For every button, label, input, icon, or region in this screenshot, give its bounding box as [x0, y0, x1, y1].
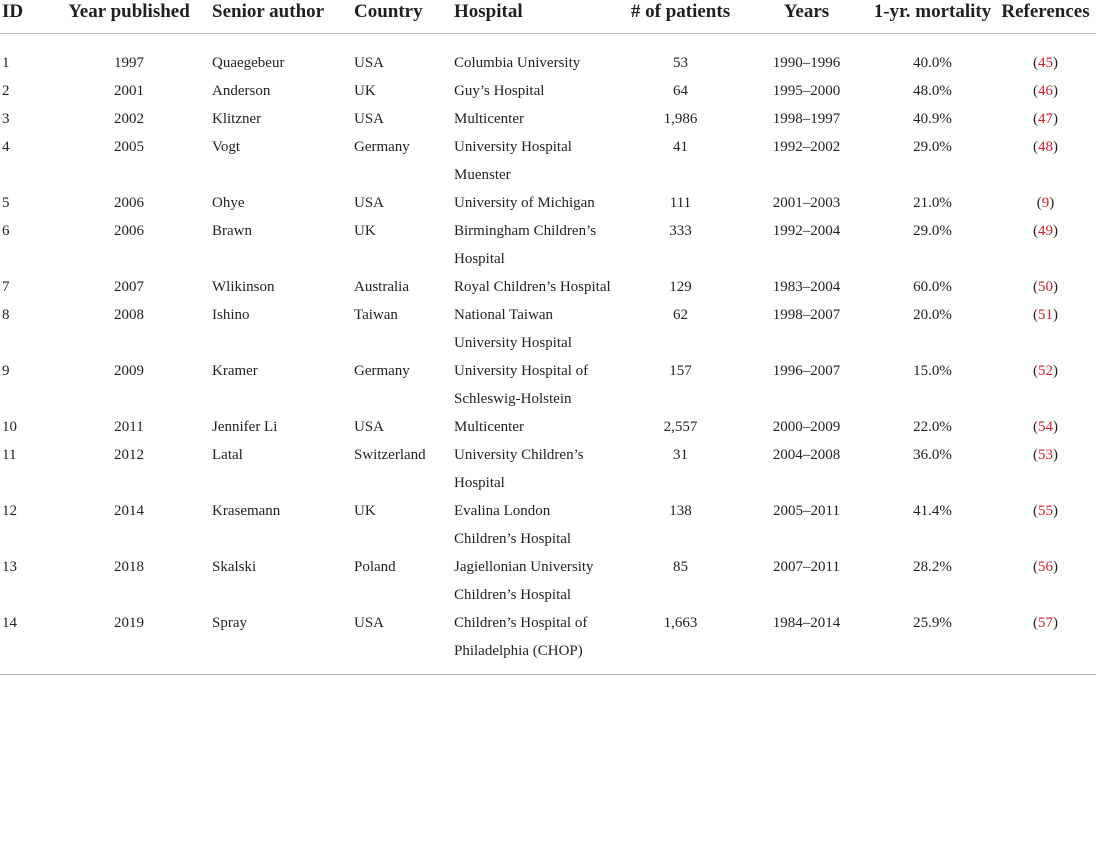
table-row: [0, 301, 1096, 357]
cell-year-published: 2006: [114, 223, 144, 239]
table-row: [0, 273, 1096, 301]
header-hospital: Hospital: [454, 0, 618, 34]
cell-hospital: Birmingham Children’s Hospital: [454, 223, 597, 267]
cell-id: 6: [2, 223, 10, 239]
reference-close-paren: ): [1053, 279, 1058, 295]
cell-id: 14: [2, 615, 17, 631]
cell-year-published: 2005: [114, 139, 144, 155]
reference-open-paren: (: [1033, 279, 1038, 295]
reference-open-paren: (: [1033, 307, 1038, 323]
cell-country: Germany: [354, 363, 410, 379]
reference-open-paren: (: [1033, 223, 1038, 239]
cell-country: USA: [354, 55, 385, 71]
cell-id: 7: [2, 279, 10, 295]
cell-senior-author: Ishino: [212, 307, 250, 323]
cell-mortality: 25.9%: [913, 615, 952, 631]
cell-mortality: 29.0%: [913, 223, 952, 239]
cell-reference: [995, 553, 1096, 609]
cell-year-published: 2012: [114, 447, 144, 463]
reference-close-paren: ): [1049, 195, 1055, 211]
cell-patients: 85: [673, 559, 688, 575]
reference-link[interactable]: 57: [1038, 615, 1053, 631]
reference-open-paren: (: [1033, 139, 1038, 155]
header-senior-author: Senior author: [204, 0, 350, 34]
cell-reference: [995, 301, 1096, 357]
cell-mortality: 48.0%: [913, 83, 952, 99]
cell-senior-author: Anderson: [212, 83, 271, 99]
cell-id: 9: [2, 363, 10, 379]
cell-id: 1: [2, 55, 10, 71]
table-row: [0, 497, 1096, 553]
table-row: [0, 189, 1096, 217]
cell-mortality: 22.0%: [913, 419, 952, 435]
header-mortality: 1-yr. mortality: [870, 0, 995, 34]
table-header: [0, 0, 1096, 34]
reference-link[interactable]: 50: [1038, 279, 1053, 295]
cell-senior-author: Latal: [212, 447, 243, 463]
cell-country: Poland: [354, 559, 396, 575]
reference-close-paren: ): [1053, 111, 1058, 127]
cell-years: 2004–2008: [772, 447, 841, 463]
cell-hospital: National Taiwan University Hospital: [454, 307, 572, 351]
cell-id: 11: [2, 447, 17, 463]
reference-close-paren: ): [1053, 503, 1058, 519]
reference-close-paren: ): [1053, 139, 1058, 155]
cell-mortality: 41.4%: [913, 503, 952, 519]
cell-year-published: 2014: [114, 503, 144, 519]
reference-link[interactable]: 53: [1038, 447, 1053, 463]
table-row: [0, 217, 1096, 273]
reference-link[interactable]: 46: [1038, 83, 1053, 99]
cell-country: Germany: [354, 139, 410, 155]
cell-mortality: 40.0%: [913, 55, 952, 71]
cell-years: 2001–2003: [772, 195, 841, 211]
reference-link[interactable]: 47: [1038, 111, 1053, 127]
cell-id: 12: [2, 503, 17, 519]
reference-close-paren: ): [1053, 447, 1058, 463]
cell-country: Australia: [354, 279, 409, 295]
cell-year-published: 2019: [114, 615, 144, 631]
reference-link[interactable]: 51: [1038, 307, 1053, 323]
cell-year-published: 2001: [114, 83, 144, 99]
table-row: [0, 553, 1096, 609]
cell-reference: [995, 413, 1096, 441]
cell-patients: 129: [669, 279, 692, 295]
cell-hospital: Evalina London Children’s Hospital: [454, 503, 572, 547]
cell-patients: 31: [673, 447, 688, 463]
cell-reference: [995, 609, 1096, 674]
reference-open-paren: (: [1036, 195, 1042, 211]
cell-hospital: University Hospital Muenster: [454, 139, 572, 183]
reference-open-paren: (: [1033, 55, 1038, 71]
cell-patients: 138: [669, 503, 692, 519]
cell-patients: 333: [669, 223, 692, 239]
cell-mortality: 29.0%: [913, 139, 952, 155]
reference-open-paren: (: [1033, 559, 1038, 575]
cell-reference: [995, 273, 1096, 301]
reference-open-paren: (: [1033, 447, 1038, 463]
reference-open-paren: (: [1033, 111, 1038, 127]
cell-id: 10: [2, 419, 17, 435]
cell-mortality: 21.0%: [913, 195, 952, 211]
header-year-published: Year published: [54, 0, 204, 34]
cell-years: 1992–2004: [772, 223, 841, 239]
reference-close-paren: ): [1053, 83, 1058, 99]
cell-senior-author: Quaegebeur: [212, 55, 285, 71]
reference-close-paren: ): [1053, 307, 1058, 323]
reference-link[interactable]: 49: [1038, 223, 1053, 239]
cell-patients: 2,557: [663, 419, 698, 435]
cell-patients: 53: [673, 55, 688, 71]
cell-patients: 111: [669, 195, 692, 211]
header-patients: # of patients: [618, 0, 743, 34]
cell-senior-author: Klitzner: [212, 111, 262, 127]
cell-mortality: 15.0%: [913, 363, 952, 379]
reference-close-paren: ): [1053, 615, 1058, 631]
cell-patients: 41: [673, 139, 688, 155]
cell-year-published: 2008: [114, 307, 144, 323]
header-years: Years: [743, 0, 870, 34]
cell-id: 3: [2, 111, 10, 127]
cell-senior-author: Krasemann: [212, 503, 281, 519]
cell-hospital: University Hospital of Schleswig-Holstein: [454, 363, 589, 407]
header-country: Country: [350, 0, 454, 34]
cell-year-published: 2018: [114, 559, 144, 575]
cell-patients: 64: [673, 83, 688, 99]
cell-year-published: 2006: [114, 195, 144, 211]
table-row: [0, 34, 1096, 78]
reference-link[interactable]: 54: [1038, 419, 1053, 435]
cell-years: 2000–2009: [772, 419, 841, 435]
cell-senior-author: Vogt: [212, 139, 241, 155]
cell-patients: 1,663: [663, 615, 698, 631]
table-row: [0, 441, 1096, 497]
cell-reference: [995, 497, 1096, 553]
reference-open-paren: (: [1033, 615, 1038, 631]
cell-year-published: 2009: [114, 363, 144, 379]
cell-year-published: 1997: [114, 55, 144, 71]
reference-close-paren: ): [1053, 223, 1058, 239]
table-row: [0, 357, 1096, 413]
cell-mortality: 36.0%: [913, 447, 952, 463]
cell-years: 1998–2007: [772, 307, 841, 323]
cell-year-published: 2002: [114, 111, 144, 127]
table-row: [0, 77, 1096, 105]
cell-senior-author: Brawn: [212, 223, 252, 239]
reference-open-paren: (: [1033, 419, 1038, 435]
cell-patients: 157: [669, 363, 692, 379]
cell-reference: [995, 217, 1096, 273]
cell-senior-author: Ohye: [212, 195, 245, 211]
cell-year-published: 2011: [114, 419, 144, 435]
cell-country: USA: [354, 195, 385, 211]
cell-reference: [995, 189, 1096, 217]
cell-mortality: 28.2%: [913, 559, 952, 575]
cell-id: 13: [2, 559, 17, 575]
cell-reference: [995, 357, 1096, 413]
cell-senior-author: Jennifer Li: [212, 419, 278, 435]
cell-country: UK: [354, 83, 376, 99]
reference-link[interactable]: 45: [1038, 55, 1053, 71]
cell-country: Switzerland: [354, 447, 426, 463]
reference-open-paren: (: [1033, 363, 1038, 379]
reference-link[interactable]: 48: [1038, 139, 1053, 155]
reference-close-paren: ): [1053, 55, 1058, 71]
cell-reference: [995, 133, 1096, 189]
reference-close-paren: ): [1053, 559, 1058, 575]
cell-reference: [995, 34, 1096, 78]
header-references: References: [995, 0, 1096, 34]
table-body: [0, 34, 1096, 675]
reference-link[interactable]: 56: [1038, 559, 1053, 575]
cell-years: 2005–2011: [773, 503, 840, 519]
cell-hospital: Royal Children’s Hospital: [454, 279, 611, 295]
cell-country: USA: [354, 111, 385, 127]
reference-open-paren: (: [1033, 83, 1038, 99]
cell-senior-author: Wlikinson: [212, 279, 275, 295]
header-row: [0, 0, 1096, 34]
cell-hospital: Children’s Hospital of Philadelphia (CHOP): [454, 615, 588, 659]
cell-country: Taiwan: [354, 307, 398, 323]
cell-years: 1983–2004: [772, 279, 841, 295]
cell-years: 1996–2007: [772, 363, 841, 379]
cell-country: USA: [354, 419, 385, 435]
reference-link[interactable]: 52: [1038, 363, 1053, 379]
cell-hospital: Jagiellonian University Children’s Hospital: [454, 559, 594, 603]
cell-senior-author: Skalski: [212, 559, 257, 575]
reference-link[interactable]: 55: [1038, 503, 1053, 519]
cell-id: 4: [2, 139, 10, 155]
cell-year-published: 2007: [114, 279, 144, 295]
cell-hospital: Columbia University: [454, 55, 581, 71]
cell-id: 8: [2, 307, 10, 323]
table-bottom-rule: [0, 674, 1096, 675]
cell-reference: [995, 77, 1096, 105]
cell-hospital: Guy’s Hospital: [454, 83, 545, 99]
reference-link[interactable]: 9: [1041, 195, 1050, 211]
cell-reference: [995, 105, 1096, 133]
cell-patients: 62: [673, 307, 688, 323]
cell-hospital: Multicenter: [454, 111, 524, 127]
table-row: [0, 105, 1096, 133]
reference-close-paren: ): [1053, 419, 1058, 435]
cell-patients: 1,986: [663, 111, 698, 127]
cell-country: UK: [354, 503, 376, 519]
cell-mortality: 40.9%: [913, 111, 952, 127]
cell-mortality: 60.0%: [913, 279, 952, 295]
cell-years: 1984–2014: [772, 615, 841, 631]
cell-hospital: Multicenter: [454, 419, 524, 435]
cell-country: UK: [354, 223, 376, 239]
cell-years: 2007–2011: [773, 559, 840, 575]
reference-open-paren: (: [1033, 503, 1038, 519]
cell-country: USA: [354, 615, 385, 631]
cell-hospital: University of Michigan: [454, 195, 595, 211]
reference-close-paren: ): [1053, 363, 1058, 379]
cell-years: 1992–2002: [772, 139, 841, 155]
cell-reference: [995, 441, 1096, 497]
cell-senior-author: Kramer: [212, 363, 258, 379]
cell-hospital: University Children’s Hospital: [454, 447, 584, 491]
cell-senior-author: Spray: [212, 615, 247, 631]
cell-years: 1990–1996: [772, 55, 841, 71]
cell-mortality: 20.0%: [913, 307, 952, 323]
cell-id: 2: [2, 83, 10, 99]
cell-years: 1998–1997: [772, 111, 841, 127]
cell-years: 1995–2000: [772, 83, 841, 99]
table-row: [0, 133, 1096, 189]
table-row: [0, 609, 1096, 674]
header-id: ID: [0, 0, 54, 34]
cell-id: 5: [2, 195, 10, 211]
table-row: [0, 413, 1096, 441]
